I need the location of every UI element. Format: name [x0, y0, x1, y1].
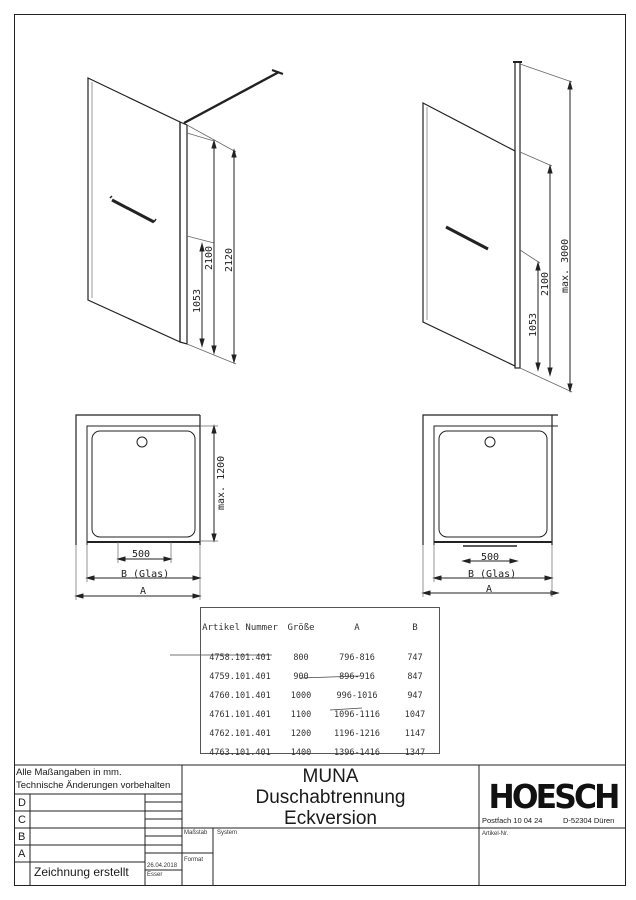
- revision-a: A: [18, 848, 26, 860]
- city: D-52304 Düren: [563, 816, 615, 825]
- dim-plan-left-500: 500: [132, 549, 151, 560]
- cell-groesse: 900: [293, 671, 309, 682]
- cell-groesse: 1000: [290, 690, 312, 701]
- cell-groesse: 1100: [290, 709, 312, 720]
- dim-plan-left-a: A: [140, 586, 147, 597]
- revision-c: C: [18, 814, 26, 826]
- cell-b: 1147: [404, 728, 426, 739]
- dim-right-1053: 1053: [528, 312, 539, 337]
- cell-artikel: 4759.101.401: [209, 671, 271, 682]
- revision-d: D: [18, 797, 26, 809]
- header-artikel-nummer: Artikel Nummer: [202, 623, 278, 633]
- postfach: Postfach 10 04 24: [482, 816, 543, 825]
- cell-b: 747: [407, 652, 423, 663]
- created-by: Esser: [147, 872, 163, 878]
- created-label: Zeichnung erstellt: [34, 865, 129, 879]
- header-a: A: [354, 623, 360, 633]
- cell-a: 896-916: [339, 671, 375, 682]
- cell-a: 796-816: [339, 652, 375, 663]
- dim-left-1053: 1053: [192, 288, 203, 313]
- cell-a: 996-1016: [336, 690, 378, 701]
- cell-artikel: 4761.101.401: [209, 709, 271, 720]
- dim-left-2120: 2120: [224, 247, 235, 272]
- massstab-label: Maßstab: [184, 830, 208, 836]
- cell-artikel: 4762.101.401: [209, 728, 271, 739]
- cell-groesse: 800: [293, 652, 309, 663]
- title-product: MUNA: [302, 766, 359, 787]
- title-area: [182, 765, 479, 828]
- title-subtitle: Duschabtrennung: [255, 787, 406, 808]
- hoesch-logo: HOESCH: [488, 777, 618, 816]
- artikel-label: Artikel-Nr.: [482, 831, 509, 837]
- cell-artikel: 4763.101.401: [209, 747, 271, 758]
- note-line-1: Alle Maßangaben in mm.: [16, 767, 122, 778]
- cell-artikel: 4760.101.401: [209, 690, 271, 701]
- cell-a: 1196-1216: [333, 728, 381, 739]
- cell-b: 1347: [404, 747, 426, 758]
- system-label: System: [217, 830, 238, 836]
- cell-a: 1096-1116: [333, 709, 381, 720]
- dim-left-2100: 2100: [204, 245, 215, 270]
- cell-b: 1047: [404, 709, 426, 720]
- cell-a: 1396-1416: [333, 747, 381, 758]
- dim-plan-left-bglas: B (Glas): [121, 569, 170, 580]
- dim-right-max3000: max. 3000: [560, 238, 571, 293]
- cell-b: 847: [407, 671, 423, 682]
- cell-groesse: 1200: [290, 728, 312, 739]
- title-variant: Eckversion: [284, 808, 377, 829]
- cell-b: 947: [407, 690, 423, 701]
- revision-b: B: [18, 831, 26, 843]
- dim-plan-right-bglas: B (Glas): [468, 569, 517, 580]
- note-line-2: Technische Änderungen vorbehalten: [16, 780, 171, 791]
- header-groesse: Größe: [287, 623, 315, 633]
- cell-artikel: 4758.101.401: [209, 652, 271, 663]
- header-b: B: [412, 623, 418, 633]
- dim-plan-right-500: 500: [481, 552, 500, 563]
- dim-plan-right-a: A: [486, 584, 493, 595]
- format-label: Format: [184, 857, 204, 863]
- cell-groesse: 1400: [290, 747, 312, 758]
- dim-plan-left-max1200: max. 1200: [216, 455, 227, 510]
- dim-right-2100: 2100: [540, 271, 551, 296]
- created-date: 26.04.2018: [147, 863, 178, 869]
